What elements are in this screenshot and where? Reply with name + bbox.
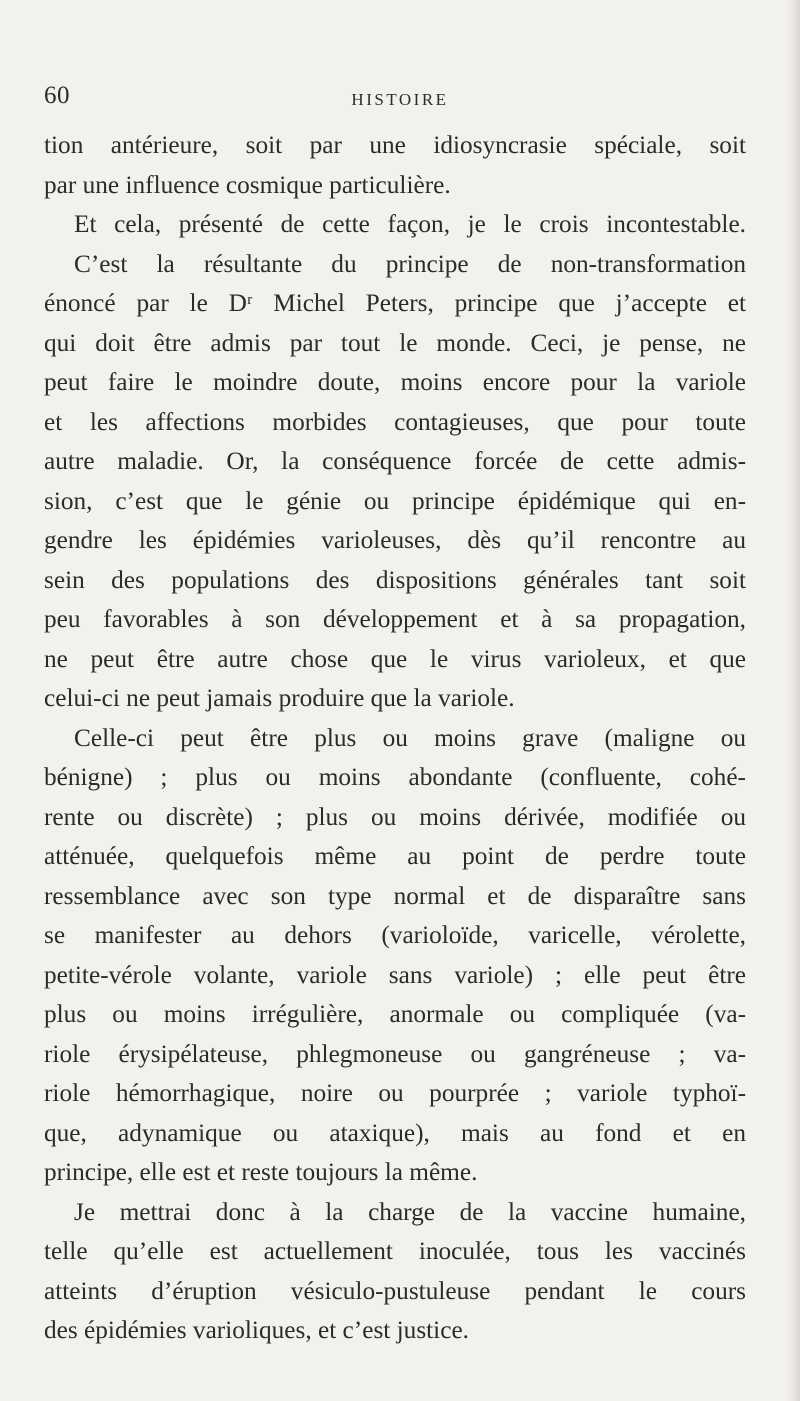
page-number: 60 [44,82,70,109]
text-line: que, adynamique ou ataxique), mais au fond et en [44,1118,746,1147]
text-line: autre maladie. Or, la conséquence forcée de cette admis- [44,447,746,475]
text-line: par une influence cosmique particulière. [44,170,451,199]
text-line: atteints d’éruption vésiculo-pustuleuse pendant le cours [44,1276,746,1305]
text-line: Celle-ci peut être plus ou moins grave (maligne ou [74,723,746,752]
text-line: telle qu’elle est actuellement inoculée, tous les vaccinés [44,1237,746,1265]
text-line: atténuée, quelquefois même au point de perdre toute [44,842,746,870]
text-line: qui doit être admis par tout le monde. Ceci, je pense, ne [44,328,746,357]
text-line: rente ou discrète) ; plus ou moins dérivée, modifiée ou [44,802,746,831]
text-line: petite-vérole volante, variole sans variole) ; elle peut être [44,960,746,989]
text-line: et les affections morbides contagieuses, que pour toute [44,407,746,436]
text-line: bénigne) ; plus ou moins abondante (confluente, cohé- [44,763,746,791]
running-title: HISTOIRE [351,90,449,109]
page-edge-shadow [786,0,800,1401]
text-line: sion, c’est que le génie ou principe épidémique qui en- [44,486,746,515]
text-line: riole érysipélateuse, phlegmoneuse ou gangréneuse ; va- [44,1039,746,1068]
text-line: C’est la résultante du principe de non-transformation [74,249,746,278]
text-line: peut faire le moindre doute, moins encore pour la variole [44,368,746,396]
text-line: ne peut être autre chose que le virus varioleux, et que [44,644,746,673]
text-line: sein des populations des dispositions générales tant soit [44,565,746,594]
text-line: gendre les épidémies varioleuses, dès qu’il rencontre au [44,526,746,554]
text-line: principe, elle est et reste toujours la même. [44,1158,478,1186]
text-line: plus ou moins irrégulière, anormale ou compliquée (va- [44,1000,746,1028]
text-line: Je mettrai donc à la charge de la vaccine humaine, [74,1197,746,1226]
text-line: celui-ci ne peut jamais produire que la variole. [44,684,515,712]
text-line: ressemblance avec son type normal et de disparaître sans [44,881,746,910]
text-line: des épidémies varioliques, et c’est justice. [44,1316,469,1344]
text-line: peu favorables à son développement et à sa propagation, [44,605,746,633]
text-line: se manifester au dehors (varioloïde, varicelle, vérolette, [44,921,746,949]
body-text [44,126,746,1351]
text-line: Et cela, présenté de cette façon, je le crois incontestable. [74,210,746,238]
text-line: riole hémorrhagique, noire ou pourprée ; variole typhoï- [44,1079,746,1107]
text-line: énoncé par le Dʳ Michel Peters, principe que j’accepte et [44,289,746,317]
text-line: tion antérieure, soit par une idiosyncrasie spéciale, soit [44,131,746,159]
